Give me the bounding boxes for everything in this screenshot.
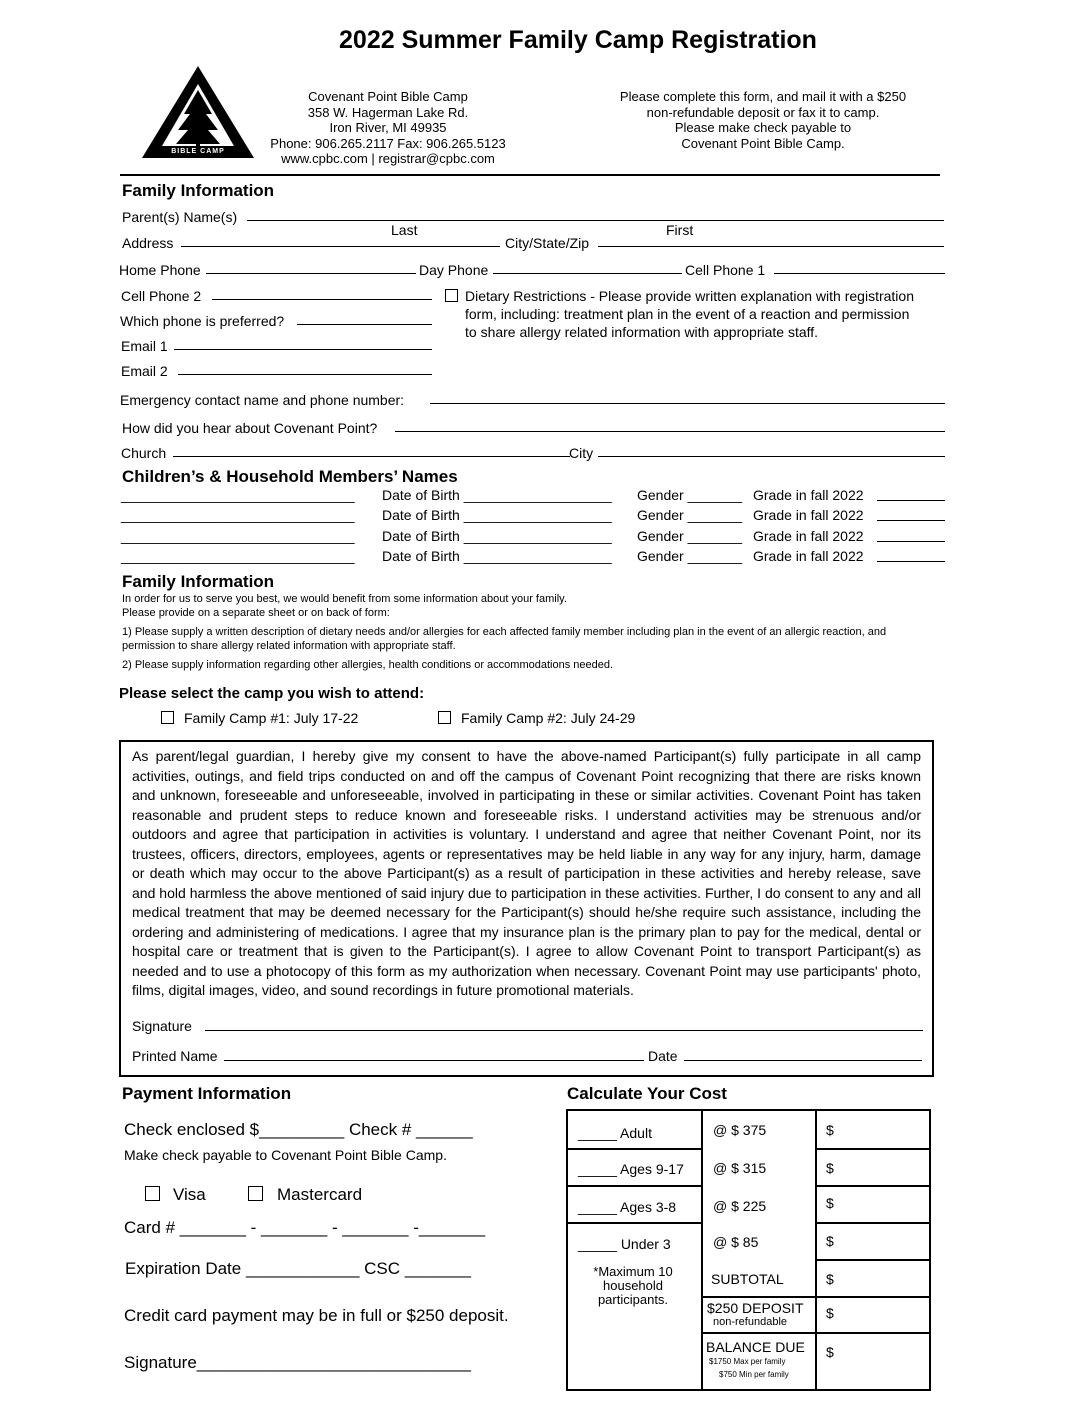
cost-row-label[interactable]: _____ Adult	[578, 1125, 652, 1141]
child-name-field[interactable]: ______________________________	[121, 548, 355, 564]
emergency-field[interactable]	[430, 403, 945, 404]
child-grade: Grade in fall 2022	[753, 528, 864, 544]
church-city-field[interactable]	[598, 456, 945, 457]
mastercard-label: Mastercard	[277, 1185, 363, 1204]
email2-field[interactable]	[178, 374, 432, 375]
dietary-line: form, including: treatment plan in the event of a reaction and permission	[465, 306, 910, 322]
expiration-csc-field[interactable]: Expiration Date ____________ CSC _______	[125, 1259, 471, 1278]
balance-label: BALANCE DUE	[706, 1339, 805, 1355]
cost-row-price: @ $ 375	[713, 1122, 767, 1138]
waiver-date-label: Date	[648, 1048, 678, 1064]
check-payable-note: Make check payable to Covenant Point Bible Camp.	[124, 1147, 447, 1163]
cost-divider	[815, 1185, 931, 1187]
instructions-line: Covenant Point Bible Camp.	[681, 135, 845, 151]
cost-row-price: @ $ 315	[713, 1160, 767, 1176]
printed-name-field[interactable]	[224, 1060, 644, 1061]
cost-row-label[interactable]: _____ Ages 9-17	[578, 1161, 684, 1177]
max-note-line: household	[603, 1278, 663, 1293]
page-title: 2022 Summer Family Camp Registration	[339, 26, 817, 54]
cost-table	[566, 1109, 931, 1391]
header-divider	[120, 174, 940, 176]
deposit-sub-label: non-refundable	[713, 1316, 788, 1328]
dietary-checkbox[interactable]	[445, 289, 458, 302]
max-note-line: *Maximum 10	[593, 1264, 673, 1279]
home-phone-label: Home Phone	[119, 262, 201, 278]
family-info2-text	[122, 592, 952, 672]
email2-label: Email 2	[121, 363, 168, 379]
dietary-line: to share allergy related information with appropriate staff.	[465, 324, 819, 340]
child-dob[interactable]: Date of Birth ___________________	[382, 487, 612, 503]
cost-row-price: @ $ 85	[713, 1234, 759, 1250]
check-line[interactable]: Check enclosed $_________ Check # ______	[124, 1120, 473, 1139]
cost-divider	[815, 1259, 931, 1261]
credit-card-note: Credit card payment may be in full or $250 deposit.	[124, 1306, 509, 1325]
cost-heading: Calculate Your Cost	[567, 1084, 727, 1103]
visa-checkbox[interactable]	[145, 1186, 160, 1201]
cost-divider	[568, 1222, 701, 1224]
emergency-label: Emergency contact name and phone number:	[120, 392, 405, 408]
info-paragraph: permission to share allergy related information with appropriate staff.	[122, 640, 456, 652]
first-label: First	[666, 222, 694, 238]
parents-label: Parent(s) Name(s)	[122, 209, 238, 225]
child-dob[interactable]: Date of Birth ___________________	[382, 528, 612, 544]
cell-phone1-field[interactable]	[774, 273, 945, 274]
max-note-line: participants.	[597, 1292, 669, 1307]
instructions-line: Please make check payable to	[674, 120, 852, 135]
cost-divider	[568, 1185, 701, 1187]
child-row[interactable]	[121, 487, 951, 503]
day-phone-label: Day Phone	[419, 262, 489, 278]
city-state-zip-field[interactable]	[598, 246, 944, 247]
day-phone-field[interactable]	[493, 273, 682, 274]
child-gender[interactable]: Gender _______	[637, 487, 743, 503]
cost-divider	[815, 1148, 931, 1150]
cost-divider	[703, 1332, 931, 1334]
child-row[interactable]	[121, 507, 951, 523]
parents-field[interactable]	[247, 220, 944, 221]
cost-divider	[703, 1296, 931, 1298]
deposit-label: $250 DEPOSIT	[707, 1300, 804, 1316]
camp-city: Iron River, MI 49935	[329, 120, 447, 135]
child-grade-field[interactable]	[877, 561, 945, 562]
payment-heading: Payment Information	[122, 1084, 292, 1103]
visa-label: Visa	[173, 1185, 206, 1204]
cost-divider	[568, 1148, 701, 1150]
child-grade: Grade in fall 2022	[753, 487, 864, 503]
waiver-box	[119, 740, 934, 1077]
child-name-field[interactable]: ______________________________	[121, 528, 355, 544]
address-label: Address	[122, 235, 174, 251]
payment-signature-field[interactable]: Signature_____________________________	[124, 1353, 471, 1372]
child-name-field[interactable]: ______________________________	[121, 507, 355, 523]
cost-row-total[interactable]: $	[826, 1122, 834, 1138]
family-info-heading: Family Information	[122, 181, 275, 200]
instructions-line: Please complete this form, and mail it with a $250	[619, 89, 907, 104]
waiver-signature-label: Signature	[132, 1018, 192, 1034]
email1-label: Email 1	[121, 338, 168, 354]
child-grade-field[interactable]	[877, 520, 945, 521]
child-grade-field[interactable]	[877, 500, 945, 501]
card-number-field[interactable]: Card # _______ - _______ - _______ -_______	[124, 1218, 486, 1237]
balance-value[interactable]: $	[826, 1344, 834, 1360]
address-field[interactable]	[181, 246, 500, 247]
child-row[interactable]	[121, 528, 951, 544]
deposit-value[interactable]: $	[826, 1305, 834, 1321]
cost-divider	[815, 1222, 931, 1224]
family-info2-heading: Family Information	[122, 572, 275, 591]
camp-name: Covenant Point Bible Camp	[308, 89, 468, 104]
cost-divider	[701, 1111, 703, 1389]
child-dob[interactable]: Date of Birth ___________________	[382, 548, 612, 564]
info-paragraph: 1) Please supply a written description of dietary needs and/or allergies for each affected family member including plan in the event of an allergic reaction, and	[122, 626, 887, 638]
info-paragraph: 2) Please supply information regarding other allergies, health conditions or accommodations needed.	[122, 659, 614, 671]
church-label: Church	[121, 445, 167, 461]
hear-about-field[interactable]	[395, 431, 945, 432]
camp2-label: Family Camp #2: July 24-29	[461, 710, 636, 726]
home-phone-field[interactable]	[206, 273, 416, 274]
cost-row-price: @ $ 225	[713, 1198, 767, 1214]
cost-row-total[interactable]: $	[826, 1195, 834, 1211]
waiver-text: As parent/legal guardian, I hereby give my consent to have the above-named Participant(s) fully participate in all camp activities, outings, and field trips conducted on and off the campus of Covenant Point recognizing that there are risks known and unknown, foreseeable and unforeseeable, involved in participating in these or similar activities. Covenant Point has taken reasonable and prudent steps to reduce known and foreseeable risks. I understand activities may be strenuous and/or outdoors and agree that participation in activities is voluntary. I understand and agree that neither Covenant Point, nor its trustees, officers, directors, employees, agents or representatives may be held liable in any way for any injury, harm, damage or death which may occur to the above Participant(s) as a result of participation in these activities and hereby release, save and hold harmless the above mentioned of said injury due to participation in these activities. Further, I do consent to any and all medical treatment that may be deemed necessary for the Participant(s) should he/she require such assistance, including the ordering and administering of medications. I agree that my insurance plan is the primary plan to pay for the medical, dental or hospital care or treatment that is given to the Participant(s). I agree to allow Covenant Point to transport Participant(s) as needed and to use a photocopy of this form as my authorization when necessary. Covenant Point may use participants' photo, films, digital images, video, and sound recordings in future promotional materials.	[132, 748, 921, 998]
camp-phone: Phone: 906.265.2117 Fax: 906.265.5123	[270, 135, 506, 151]
subtotal-value[interactable]: $	[826, 1271, 834, 1287]
child-dob[interactable]: Date of Birth ___________________	[382, 507, 612, 523]
child-grade: Grade in fall 2022	[753, 548, 864, 564]
cell-phone2-field[interactable]	[212, 299, 432, 300]
child-gender[interactable]: Gender _______	[637, 507, 743, 523]
last-label: Last	[391, 222, 418, 238]
max-participants-note	[572, 1265, 694, 1307]
church-field[interactable]	[173, 456, 570, 457]
camp-address	[250, 89, 526, 167]
camp-web: www.cpbc.com | registrar@cpbc.com	[281, 151, 495, 166]
cell-phone1-label: Cell Phone 1	[685, 262, 766, 278]
child-gender[interactable]: Gender _______	[637, 528, 743, 544]
children-heading: Children’s & Household Members’ Names	[122, 467, 458, 486]
info-paragraph: Please provide on a separate sheet or on back of form:	[122, 607, 390, 619]
camp-street: 358 W. Hagerman Lake Rd.	[307, 104, 469, 120]
church-city-label: City	[569, 445, 594, 461]
cost-row-label[interactable]: _____ Ages 3-8	[578, 1199, 677, 1215]
preferred-phone-label: Which phone is preferred?	[120, 313, 285, 329]
dietary-text	[465, 287, 914, 341]
cost-row-label[interactable]: _____ Under 3	[578, 1236, 671, 1252]
waiver-date-field[interactable]	[684, 1060, 922, 1061]
cell-phone2-label: Cell Phone 2	[121, 288, 202, 304]
cost-row-total[interactable]: $	[826, 1233, 834, 1249]
camp-logo	[140, 64, 256, 162]
preferred-phone-field[interactable]	[297, 324, 432, 325]
mail-instructions	[590, 89, 936, 151]
email1-field[interactable]	[174, 349, 432, 350]
camp-select-heading: Please select the camp you wish to attend:	[119, 685, 425, 702]
logo-text-bottom: BIBLE CAMP	[171, 148, 225, 155]
camp1-label: Family Camp #1: July 17-22	[184, 710, 359, 726]
child-grade-field[interactable]	[877, 541, 945, 542]
cost-divider	[815, 1111, 817, 1389]
printed-name-label: Printed Name	[132, 1048, 218, 1064]
balance-min-note: $750 Min per family	[719, 1370, 789, 1379]
subtotal-label: SUBTOTAL	[711, 1271, 784, 1287]
camp2-checkbox[interactable]	[438, 711, 451, 724]
mastercard-checkbox[interactable]	[248, 1186, 263, 1201]
child-row[interactable]	[121, 548, 951, 564]
camp1-checkbox[interactable]	[161, 711, 174, 724]
balance-max-note: $1750 Max per family	[709, 1357, 786, 1366]
dietary-line: Dietary Restrictions - Please provide written explanation with registration	[465, 288, 914, 304]
instructions-line: non-refundable deposit or fax it to camp.	[646, 104, 880, 120]
city-state-zip-label: City/State/Zip	[505, 235, 590, 251]
child-grade: Grade in fall 2022	[753, 507, 864, 523]
hear-about-label: How did you hear about Covenant Point?	[122, 420, 378, 436]
child-gender[interactable]: Gender _______	[637, 548, 743, 564]
info-paragraph: In order for us to serve you best, we would benefit from some information about your family.	[122, 593, 567, 605]
child-name-field[interactable]: ______________________________	[121, 487, 355, 503]
waiver-signature-field[interactable]	[205, 1030, 923, 1031]
cost-row-total[interactable]: $	[826, 1160, 834, 1176]
